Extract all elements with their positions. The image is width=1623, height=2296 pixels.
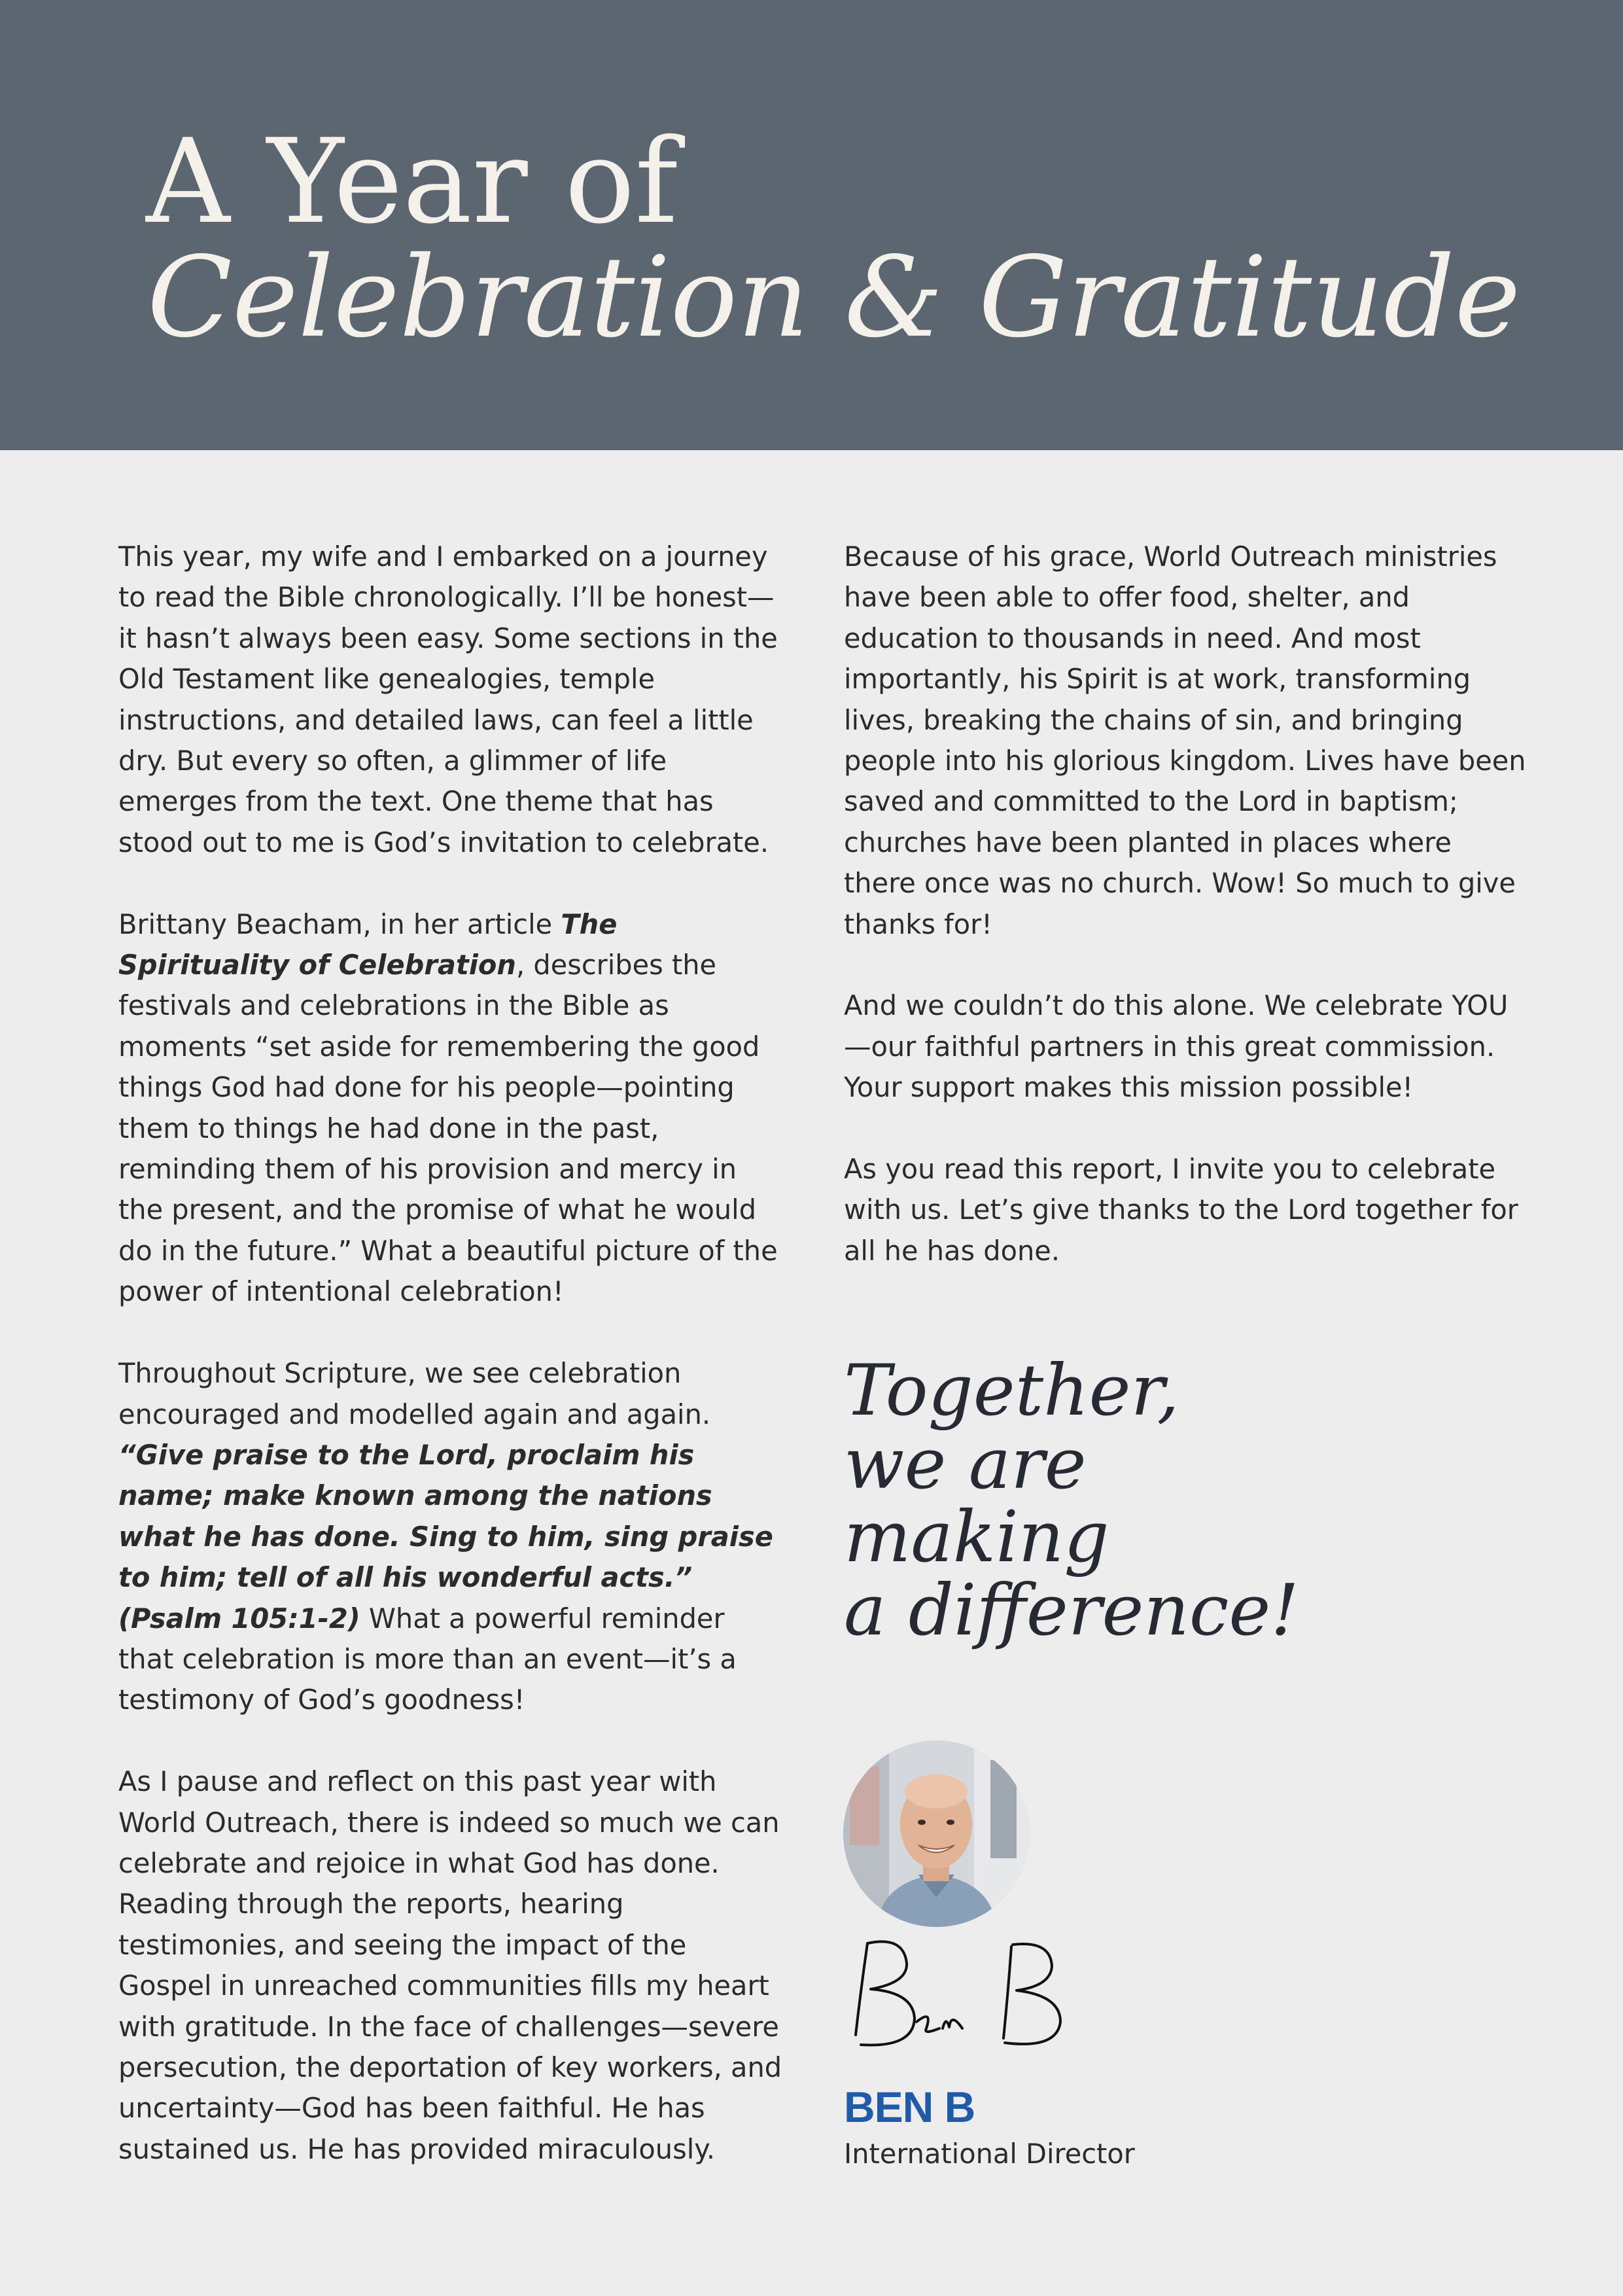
signature-image bbox=[841, 1930, 1090, 2055]
article-title: The Spirituality of Celebration bbox=[118, 908, 618, 981]
paragraph-beacham-lead: Brittany Beacham, in her article bbox=[118, 908, 561, 940]
psalm-quote: “Give praise to the Lord, proclaim his name; make known among the nations what he has done. Sing to him, sing praise to him; tell of all his wonderful acts.” bbox=[118, 1438, 773, 1594]
paragraph-intro: This year, my wife and I embarked on a journey to read the Bible chronologically. I’ll be honest—it hasn’t always been easy. Some sections in the Old Testament like genealogies, temple instructions, and detailed laws, can feel a little dry. But every so often, a glimmer of life emerges from the text. One theme that has stood out to me is God’s invitation to celebrate. bbox=[118, 540, 778, 858]
paragraph-reflection: As I pause and reflect on this past year with World Outreach, there is indeed so much we can celebrate and rejoice in what God has done. Reading through the reports, hearing testimonies, and seeing the impact of the Gospel in unreached communities fills my heart with gratitude. In the face of challenges—severe persecution, the deportation of key workers, and uncertainty—God has been faithful. He has sustained us. He has provided miraculously. bbox=[118, 1765, 782, 2165]
tagline bbox=[844, 1350, 1299, 1651]
header-banner bbox=[0, 0, 1623, 450]
right-column bbox=[844, 537, 1531, 1313]
paragraph-beacham-body: , describes the festivals and celebrations in the Bible as moments “set aside for remembering the good things God had done for his people—pointing them to things he had done in the past, reminding them of his provision and mercy in the present, and the promise of what he would do in the future.” What a beautiful picture of the power of intentional celebration! bbox=[118, 949, 778, 1308]
signer-name: BEN B bbox=[844, 2083, 975, 2131]
paragraph-beacham bbox=[118, 904, 786, 1313]
page-title-line2: Celebration & Gratitude bbox=[147, 233, 1521, 362]
paragraph-grace: Because of his grace, World Outreach ministries have been able to offer food, shelter, and education to thousands in need. And most importantly, his Spirit is at work, transforming lives, breaking the chains of sin, and bringing people into his glorious kingdom. Lives have been saved and committed to the Lord in baptism; churches have been planted in places where there once was no church. Wow! So much to give thanks for! bbox=[844, 540, 1526, 940]
paragraph-invite: As you read this report, I invite you to celebrate with us. Let’s give thanks to the Lord together for all he has done. bbox=[844, 1153, 1518, 1267]
left-column bbox=[118, 537, 786, 2211]
paragraph-partners: And we couldn’t do this alone. We celebrate YOU—our faithful partners in this great commission. Your support makes this mission possible! bbox=[844, 989, 1509, 1104]
signer-role: International Director bbox=[844, 2138, 1135, 2170]
paragraph-scripture bbox=[118, 1353, 786, 1721]
tagline-line2: we are bbox=[844, 1423, 1087, 1505]
psalm-reference: (Psalm 105:1-2) bbox=[118, 1602, 360, 1634]
tagline-line1: Together, bbox=[844, 1350, 1179, 1432]
avatar bbox=[843, 1740, 1030, 1927]
page-title-line1: A Year of bbox=[146, 114, 678, 249]
tagline-line4: a difference! bbox=[844, 1570, 1299, 1651]
paragraph-scripture-body: What a powerful reminder that celebration is more than an event—it’s a testimony of God’s goodness! bbox=[118, 1602, 737, 1716]
avatar-portrait bbox=[843, 1740, 1030, 1927]
paragraph-scripture-lead: Throughout Scripture, we see celebration encouraged and modelled again and again. bbox=[118, 1357, 711, 1430]
tagline-line3: making bbox=[844, 1496, 1109, 1578]
signature bbox=[841, 1930, 1090, 2055]
